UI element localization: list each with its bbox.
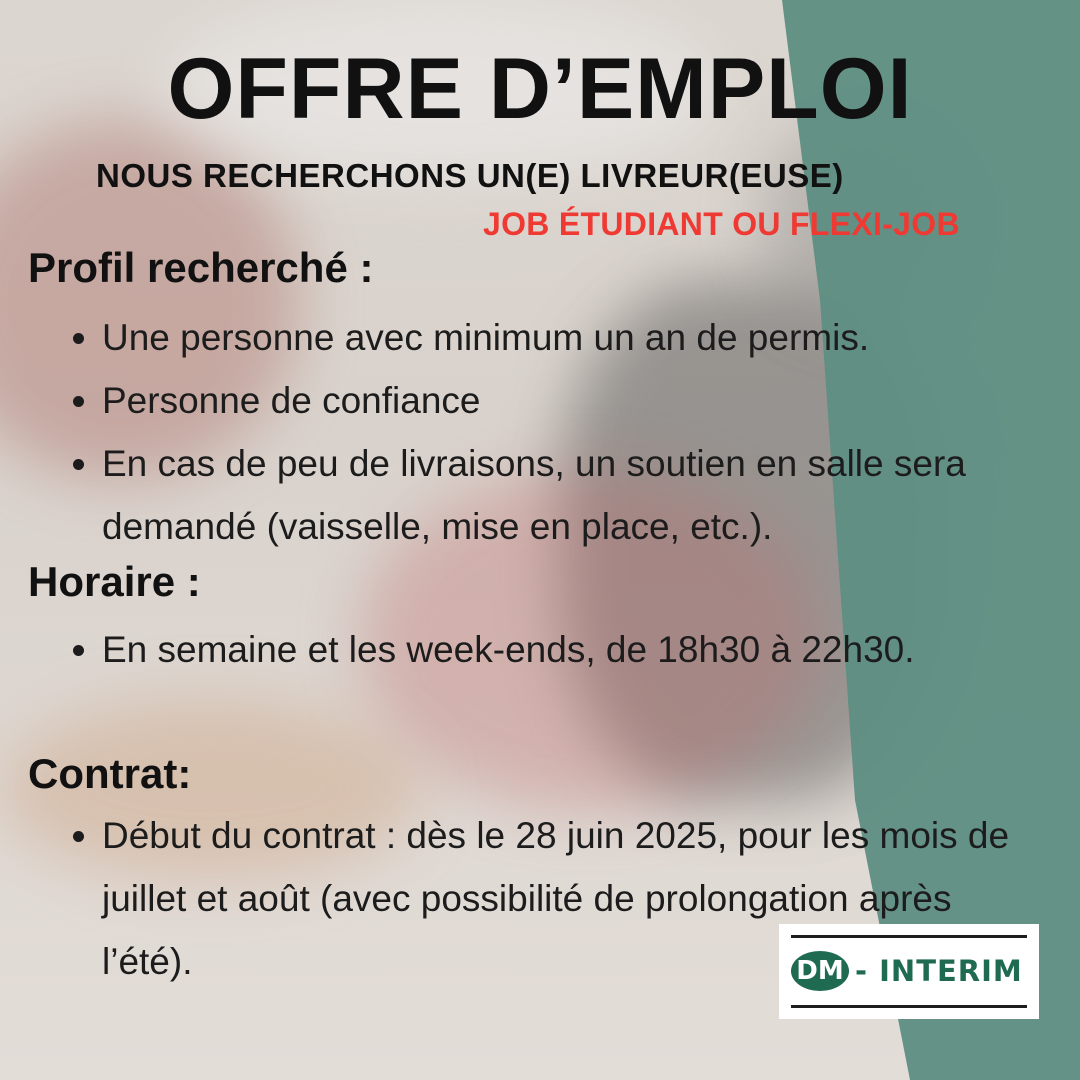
list-item: • Une personne avec minimum un an de permis. [102, 306, 1072, 369]
logo-mark: DM [791, 951, 849, 991]
list-item: • Début du contrat : dès le 28 juin 2025, pour les mois de juillet et août (avec possibilité de prolongation après l’été). [102, 804, 1032, 993]
list-item: • En cas de peu de livraisons, un soutien en salle sera demandé (vaisselle, mise en place, etc.). [102, 432, 1022, 558]
logo-bottom-rule [791, 1005, 1027, 1008]
page-title: OFFRE D’EMPLOI [167, 41, 913, 137]
section-heading-contract: Contrat: [28, 750, 192, 797]
subtitle: NOUS RECHERCHONS UN(E) LIVREUR(EUSE) [96, 157, 844, 194]
profile-list [62, 306, 1072, 558]
section-heading-profile: Profil recherché : [28, 244, 374, 291]
schedule-list [62, 618, 962, 681]
list-item: • Personne de confiance [102, 369, 1072, 432]
dm-interim-logo [779, 924, 1039, 1019]
section-heading-schedule: Horaire : [28, 558, 201, 605]
list-item: • En semaine et les week-ends, de 18h30 à 22h30. [102, 618, 962, 681]
job-type-tag: JOB ÉTUDIANT OU FLEXI-JOB [483, 206, 960, 242]
logo-wordmark: - INTERIM [855, 954, 1023, 988]
logo-top-rule [791, 935, 1027, 938]
